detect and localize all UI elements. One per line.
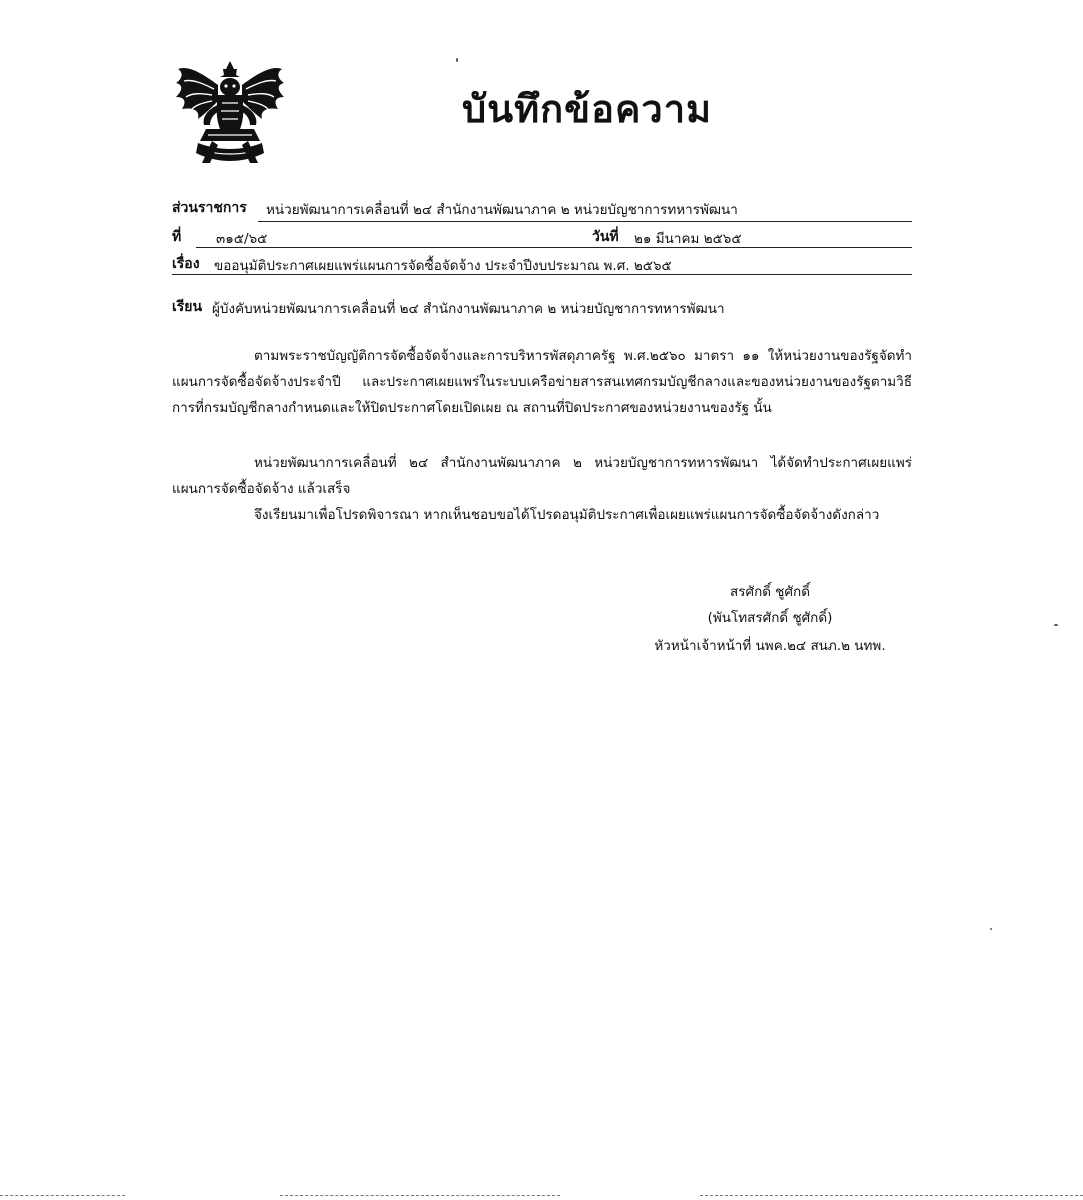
- number-label: ที่: [172, 229, 182, 245]
- date-label: วันที่: [592, 229, 619, 245]
- date-value: ๒๑ มีนาคม ๒๕๖๕: [634, 231, 742, 247]
- subject-value: ขออนุมัติประกาศเผยแพร่แผนการจัดซื้อจัดจ้าง ประจำปีงบประมาณ พ.ศ. ๒๕๖๕: [214, 258, 672, 274]
- number-date-rule: [196, 247, 912, 248]
- body-paragraph-2: หน่วยพัฒนาการเคลื่อนที่ ๒๔ สำนักงานพัฒนาภาค ๒ หน่วยบัญชาการทหารพัฒนา ได้จัดทำประกาศเผยแพร่แผนการจัดซื้อจัดจ้าง แล้วเสร็จ: [172, 455, 912, 497]
- body-paragraph-3: จึงเรียนมาเพื่อโปรดพิจารณา หากเห็นชอบขอได้โปรดอนุมัติประกาศเพื่อเผยแพร่แผนการจัดซื้อจัดจ้างดังกล่าว: [254, 507, 880, 523]
- agency-rule: [258, 221, 912, 222]
- signature-name: สรศักดิ์ ชูศักดิ์: [730, 584, 810, 600]
- scan-edge-line: [280, 1195, 560, 1196]
- subject-rule: [172, 274, 912, 275]
- number-value: ๓๑๕/๖๕: [216, 231, 268, 247]
- salutation-value: ผู้บังคับหน่วยพัฒนาการเคลื่อนที่ ๒๔ สำนักงานพัฒนาภาค ๒ หน่วยบัญชาการทหารพัฒนา: [212, 301, 725, 317]
- signature-printed-name: (พันโทสรศักดิ์ ชูศักดิ์): [707, 610, 833, 626]
- scan-speck: [990, 928, 992, 930]
- scan-edge-line: [0, 1195, 125, 1196]
- scan-speck: [1054, 624, 1058, 626]
- garuda-emblem-icon: [168, 55, 292, 167]
- agency-label: ส่วนราชการ: [172, 200, 247, 216]
- scan-edge-line: [700, 1195, 1083, 1196]
- salutation-label: เรียน: [172, 299, 203, 315]
- subject-label: เรื่อง: [172, 256, 200, 272]
- agency-value: หน่วยพัฒนาการเคลื่อนที่ ๒๔ สำนักงานพัฒนาภาค ๒ หน่วยบัญชาการทหารพัฒนา: [266, 202, 738, 218]
- body-paragraph-1: ตามพระราชบัญญัติการจัดซื้อจัดจ้างและการบริหารพัสดุภาครัฐ พ.ศ.๒๕๖๐ มาตรา ๑๑ ให้หน่วยงานของรัฐจัดทำแผนการจัดซื้อจัดจ้างประจำปี และประกาศเผยแพร่ในระบบเครือข่ายสารสนเทศกรมบัญชีกลางและของหน่วยงานของรัฐตามวิธีการที่กรมบัญชีกลางกำหนดและให้ปิดประกาศโดยเปิดเผย ณ สถานที่ปิดประกาศของหน่วยงานของรัฐ นั้น: [172, 348, 912, 416]
- signature-position: หัวหน้าเจ้าหน้าที่ นพค.๒๔ สนภ.๒ นทพ.: [654, 638, 886, 654]
- scan-speck: [456, 58, 458, 62]
- document-title: บันทึกข้อความ: [462, 87, 713, 131]
